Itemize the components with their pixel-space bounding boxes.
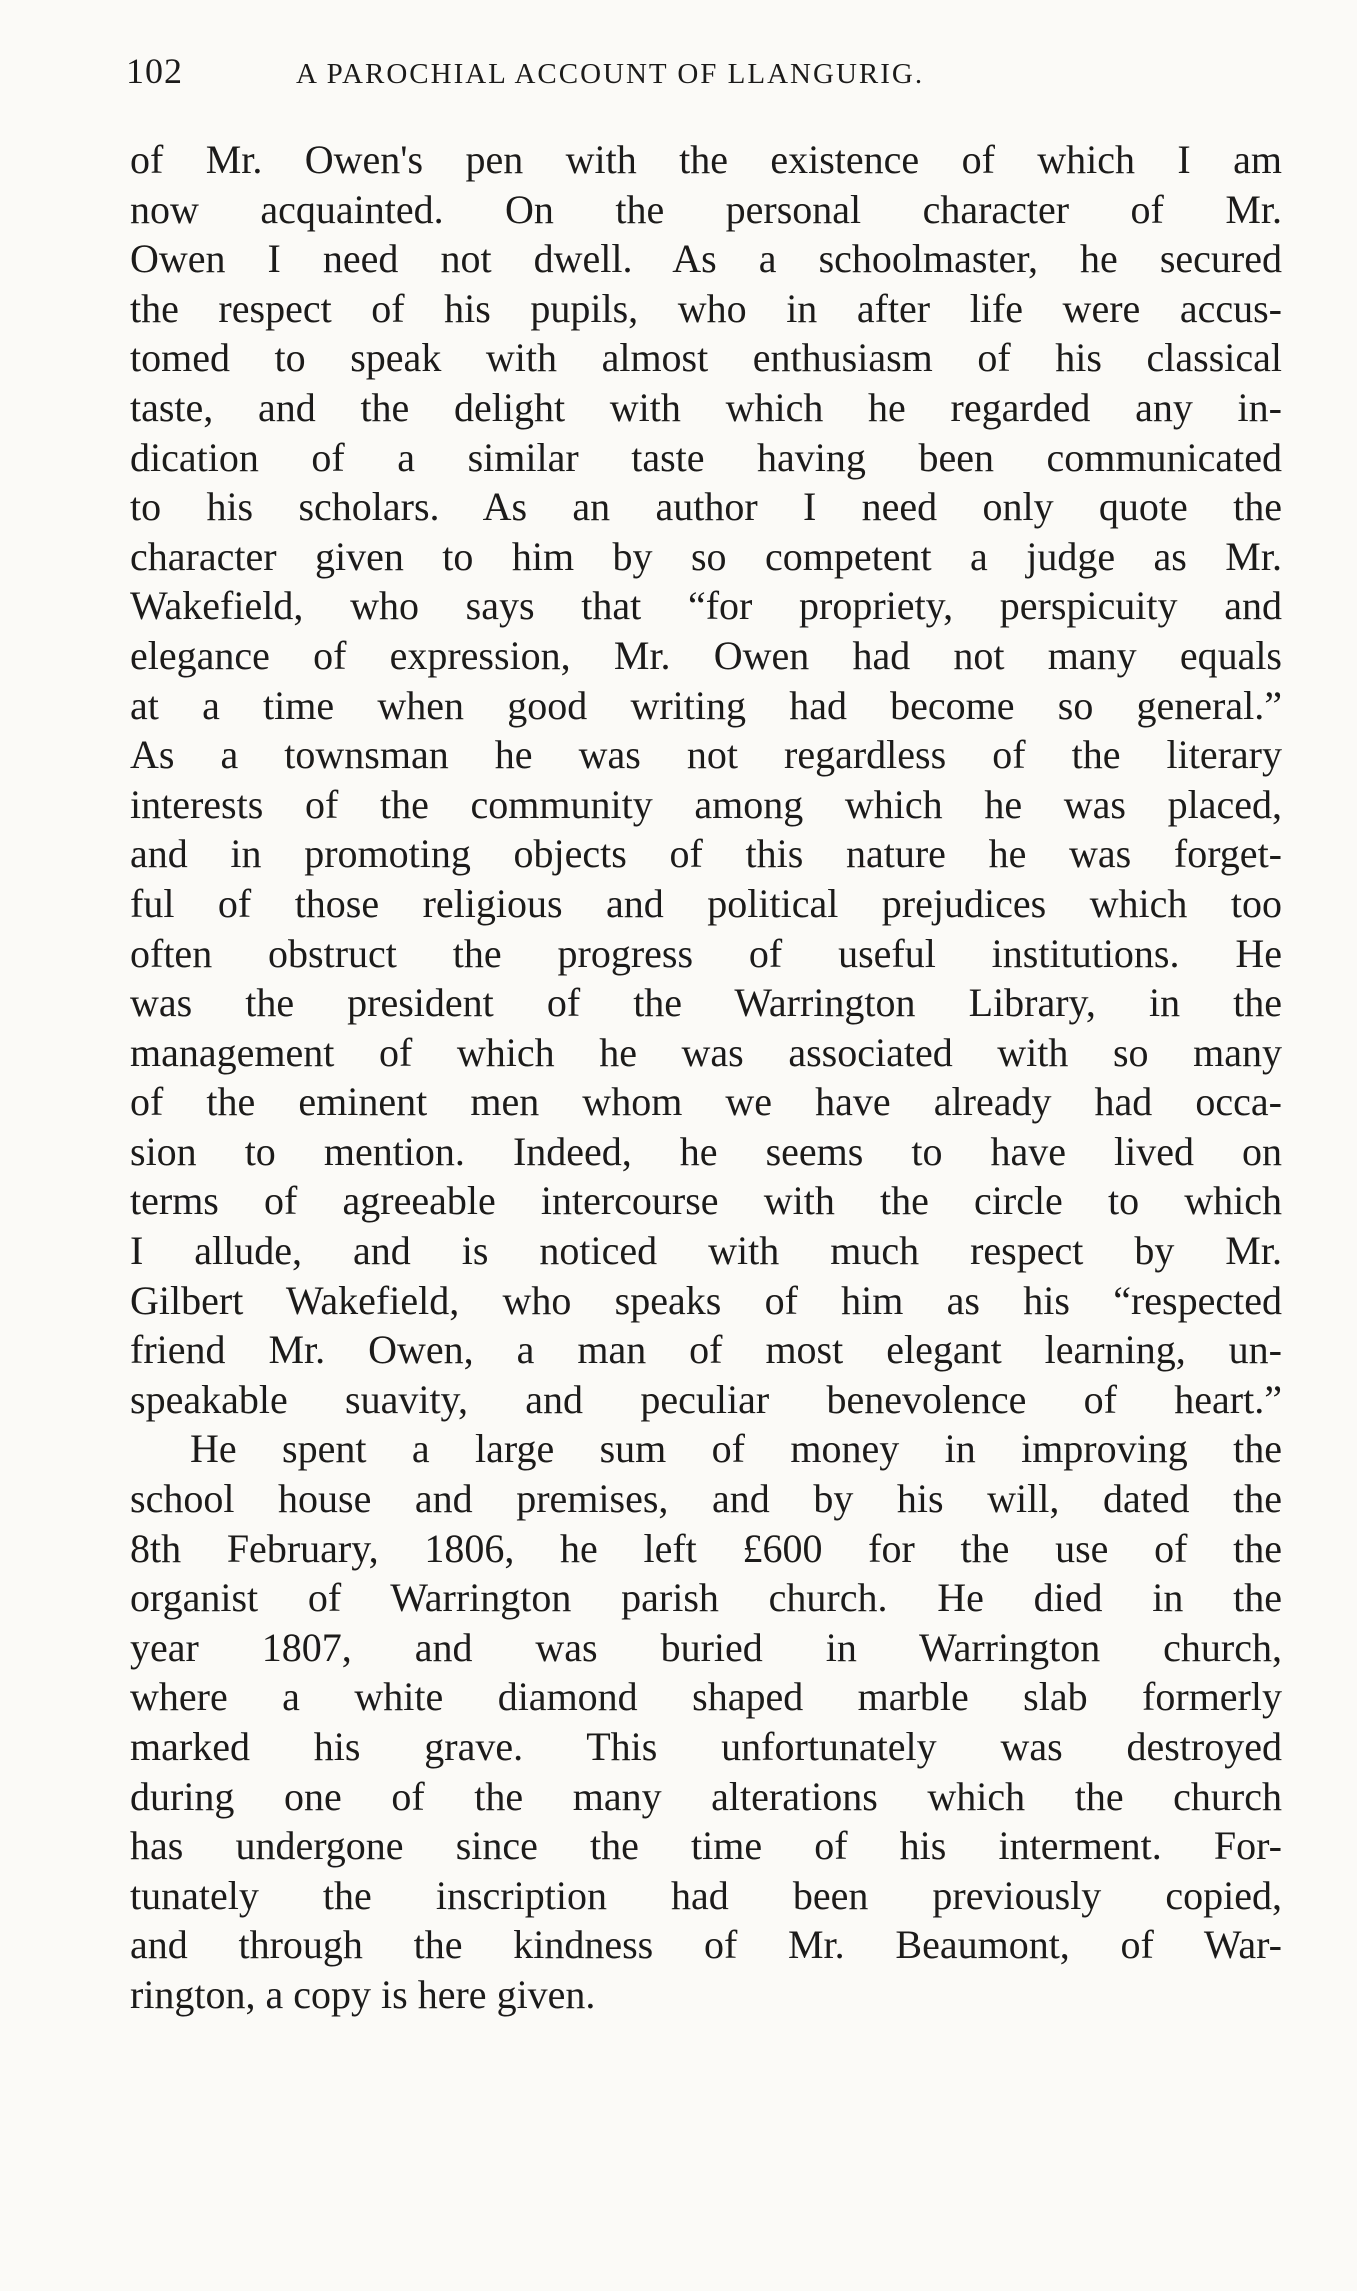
text-line: of Mr. Owen's pen with the existence of which I am (130, 137, 1282, 182)
text-line: taste, and the delight with which he regarded any in- (130, 384, 1282, 430)
text-line: terms of agreeable intercourse with the circle to which (130, 1178, 1282, 1224)
text-line: interests of the community among which he was placed, (130, 781, 1282, 827)
text-line: I allude, and is noticed with much respect by Mr. (130, 1228, 1282, 1274)
body-text (130, 135, 1282, 2020)
text-line: character given to him by so competent a judge as Mr. (130, 533, 1282, 579)
text-line: Owen I need not dwell. As a schoolmaster, he secured (130, 236, 1282, 282)
text-line: school house and premises, and by his will, dated the (130, 1476, 1282, 1522)
text-line: friend Mr. Owen, a man of most elegant learning, un- (130, 1327, 1282, 1373)
text-line: Wakefield, who says that “for propriety, perspicuity and (130, 583, 1282, 629)
text-line: Gilbert Wakefield, who speaks of him as his “respected (130, 1277, 1282, 1323)
text-line: ful of those religious and political prejudices which too (130, 880, 1282, 926)
text-line: marked his grave. This unfortunately was destroyed (130, 1724, 1282, 1769)
text-line: tunately the inscription had been previously copied, (130, 1872, 1282, 1918)
text-line: As a townsman he was not regardless of the literary (130, 732, 1282, 778)
text-line: elegance of expression, Mr. Owen had not many equals (130, 632, 1282, 678)
text-line: of the eminent men whom we have already had occa- (130, 1079, 1282, 1125)
running-head (126, 50, 1279, 100)
text-line: to his scholars. As an author I need only quote the (130, 484, 1282, 530)
text-line: during one of the many alterations which the church (130, 1773, 1282, 1819)
text-line: was the president of the Warrington Library, in the (130, 980, 1282, 1026)
running-title: A PAROCHIAL ACCOUNT OF LLANGURIG. (296, 58, 925, 90)
text-line: now acquainted. On the personal character of Mr. (130, 186, 1282, 232)
text-line: rington, a copy is here given. (130, 1971, 596, 2017)
text-line: dication of a similar taste having been communicated (130, 434, 1282, 480)
text-line: tomed to speak with almost enthusiasm of his classical (130, 335, 1282, 381)
text-line: year 1807, and was buried in Warrington church, (130, 1624, 1282, 1670)
text-line: has undergone since the time of his interment. For- (130, 1823, 1282, 1869)
page-number: 102 (126, 51, 183, 91)
text-line: speakable suavity, and peculiar benevolence of heart.” (130, 1376, 1282, 1422)
text-line: sion to mention. Indeed, he seems to have lived on (130, 1128, 1282, 1174)
text-line: at a time when good writing had become so general.” (130, 682, 1282, 728)
text-line: often obstruct the progress of useful institutions. He (130, 930, 1282, 976)
text-line: and through the kindness of Mr. Beaumont, of War- (130, 1922, 1282, 1968)
text-line: where a white diamond shaped marble slab formerly (130, 1674, 1282, 1720)
text-line: 8th February, 1806, he left £600 for the use of the (130, 1525, 1282, 1571)
text-line: the respect of his pupils, who in after life were accus- (130, 285, 1282, 331)
paragraph-first-line: He spent a large sum of money in improving the (190, 1426, 1282, 1472)
text-line: management of which he was associated with so many (130, 1029, 1282, 1075)
text-line: and in promoting objects of this nature he was forget- (130, 831, 1282, 877)
text-line: organist of Warrington parish church. He died in the (130, 1575, 1282, 1621)
